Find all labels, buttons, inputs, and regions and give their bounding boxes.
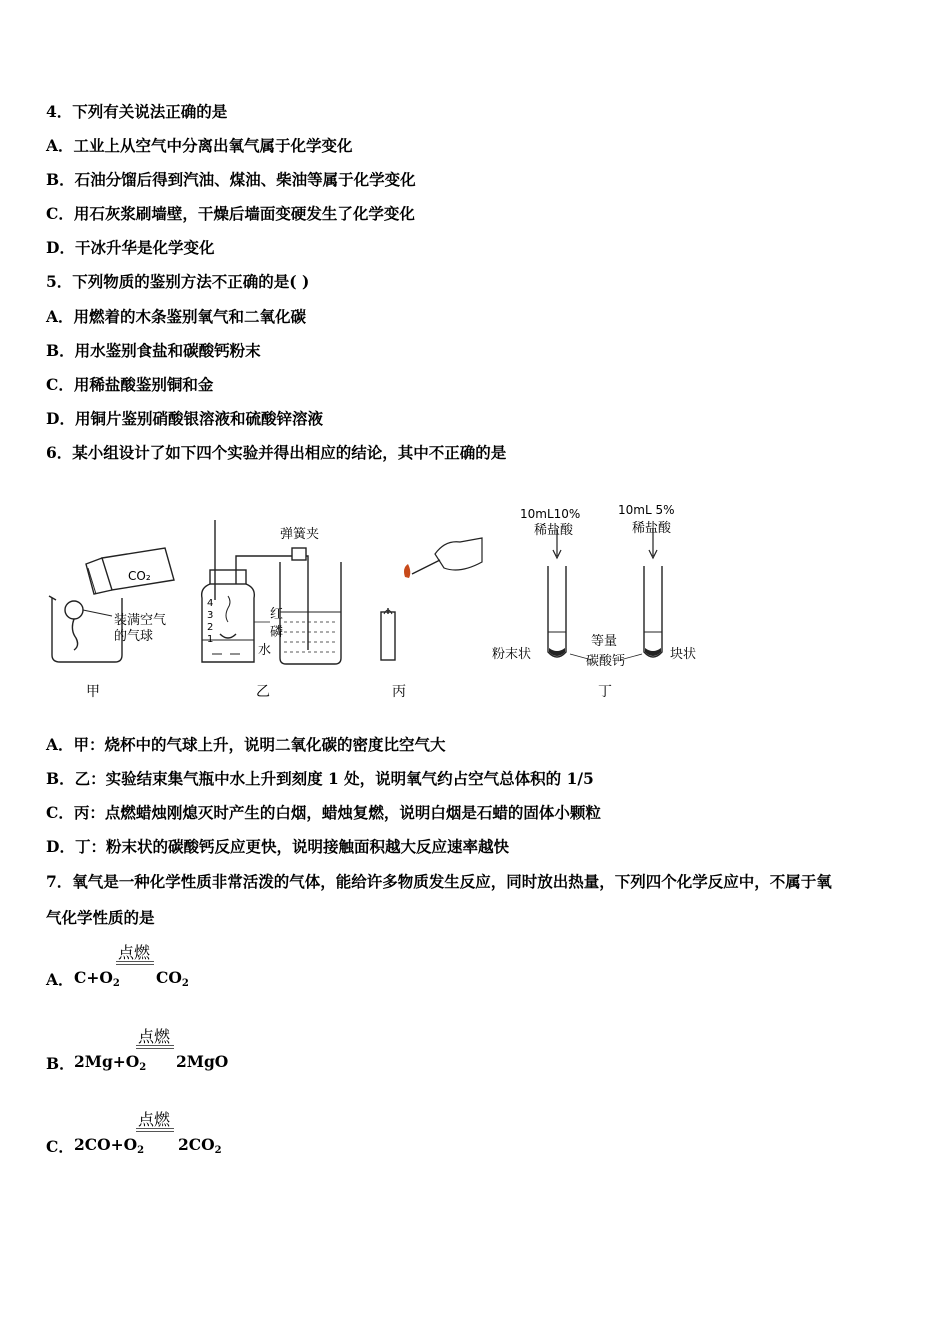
scale-4: 4 <box>207 598 214 609</box>
option-label: C． <box>46 1137 74 1156</box>
co2-label: CO₂ <box>128 569 151 583</box>
q5-option-b: B．用水鉴别食盐和碳酸钙粉末 <box>46 341 261 360</box>
q7-stem-line2: 气化学性质的是 <box>46 908 155 927</box>
apparatus-bing <box>381 538 482 660</box>
powder-label: 粉末状 <box>492 647 532 662</box>
apparatus-yi <box>202 520 341 664</box>
scale-1: 1 <box>207 634 214 645</box>
block-label: 块状 <box>670 647 697 662</box>
scale-2: 2 <box>207 622 214 633</box>
q6-option-c: C．丙：点燃蜡烛刚熄灭时产生的白烟，蜡烛复燃，说明白烟是石蜡的固体小颗粒 <box>46 803 601 822</box>
apparatus-jia <box>49 548 174 662</box>
acid1-concentration: 10mL10% <box>520 507 581 521</box>
figure-label-jia: 甲 <box>86 684 100 700</box>
q6-option-d: D．丁：粉末状的碳酸钙反应更快，说明接触面积越大反应速率越快 <box>46 837 509 856</box>
acid1-name: 稀盐酸 <box>534 523 574 538</box>
equal-amount-label: 等量 <box>591 634 618 649</box>
equation-bar-bottom <box>136 1048 174 1049</box>
acid2-concentration: 10mL 5% <box>618 503 675 517</box>
experiment-diagram <box>40 490 740 710</box>
calcium-carbonate-label: 碳酸钙 <box>586 654 626 669</box>
reaction-condition: 点燃 <box>118 943 151 962</box>
equation-bar-top <box>136 1128 174 1129</box>
balloon-label-2: 的气球 <box>114 629 154 644</box>
equation-bar-bottom <box>136 1131 174 1132</box>
figure-label-yi: 乙 <box>256 684 270 700</box>
q6-option-a: A．甲：烧杯中的气球上升，说明二氧化碳的密度比空气大 <box>46 735 446 754</box>
reaction-condition: 点燃 <box>138 1027 171 1046</box>
equation-bar-top <box>116 961 154 962</box>
q4-option-c: C．用石灰浆刷墙壁，干燥后墙面变硬发生了化学变化 <box>46 204 415 223</box>
phosphorus-label-2: 磷 <box>270 625 284 640</box>
figure-label-bing: 丙 <box>392 684 406 700</box>
equation-products: 2MgO <box>176 1052 229 1071</box>
phosphorus-label-1: 红 <box>270 607 284 622</box>
experiment-figure <box>40 490 740 710</box>
q7-option-c <box>46 1107 286 1157</box>
water-label: 水 <box>258 643 272 658</box>
option-label: A． <box>46 970 74 989</box>
q7-option-a <box>46 940 246 990</box>
q4-option-b: B．石油分馏后得到汽油、煤油、柴油等属于化学变化 <box>46 170 416 189</box>
balloon-label-1: 装满空气 <box>114 613 167 628</box>
acid2-name: 稀盐酸 <box>632 521 672 536</box>
q5-option-c: C．用稀盐酸鉴别铜和金 <box>46 375 214 394</box>
q4-option-d: D．干冰升华是化学变化 <box>46 238 215 257</box>
q5-option-a: A．用燃着的木条鉴别氧气和二氧化碳 <box>46 307 307 326</box>
equation-products: $CO_2$ <box>156 968 189 989</box>
clip-label: 弹簧夹 <box>280 527 320 542</box>
reaction-condition: 点燃 <box>138 1110 171 1129</box>
q6-option-b: B．乙：实验结束集气瓶中水上升到刻度 1 处，说明氧气约占空气总体积的 1/5 <box>46 769 594 788</box>
equation-bar-bottom <box>116 964 154 965</box>
equation-bar-top <box>136 1045 174 1046</box>
q7-stem-line1: 7．氧气是一种化学性质非常活泼的气体，能给许多物质发生反应，同时放出热量，下列四个化学反应中，不属于氧 <box>46 872 832 891</box>
q6-stem: 6．某小组设计了如下四个实验并得出相应的结论，其中不正确的是 <box>46 443 507 462</box>
equation-reactants: $C+O_2$ <box>74 968 120 989</box>
q5-stem: 5．下列物质的鉴别方法不正确的是( ) <box>46 272 310 291</box>
equation-reactants: $2Mg+O_2$ <box>74 1052 147 1073</box>
figure-label-ding: 丁 <box>598 684 612 700</box>
equation-products: $2CO_2$ <box>178 1135 222 1156</box>
q4-stem: 4．下列有关说法正确的是 <box>46 102 228 121</box>
equation-reactants: $2CO+O_2$ <box>74 1135 145 1156</box>
q5-option-d: D．用铜片鉴别硝酸银溶液和硫酸锌溶液 <box>46 409 323 428</box>
q7-option-b <box>46 1024 286 1074</box>
option-label: B． <box>46 1054 75 1073</box>
scale-3: 3 <box>207 610 214 621</box>
q4-option-a: A．工业上从空气中分离出氧气属于化学变化 <box>46 136 353 155</box>
